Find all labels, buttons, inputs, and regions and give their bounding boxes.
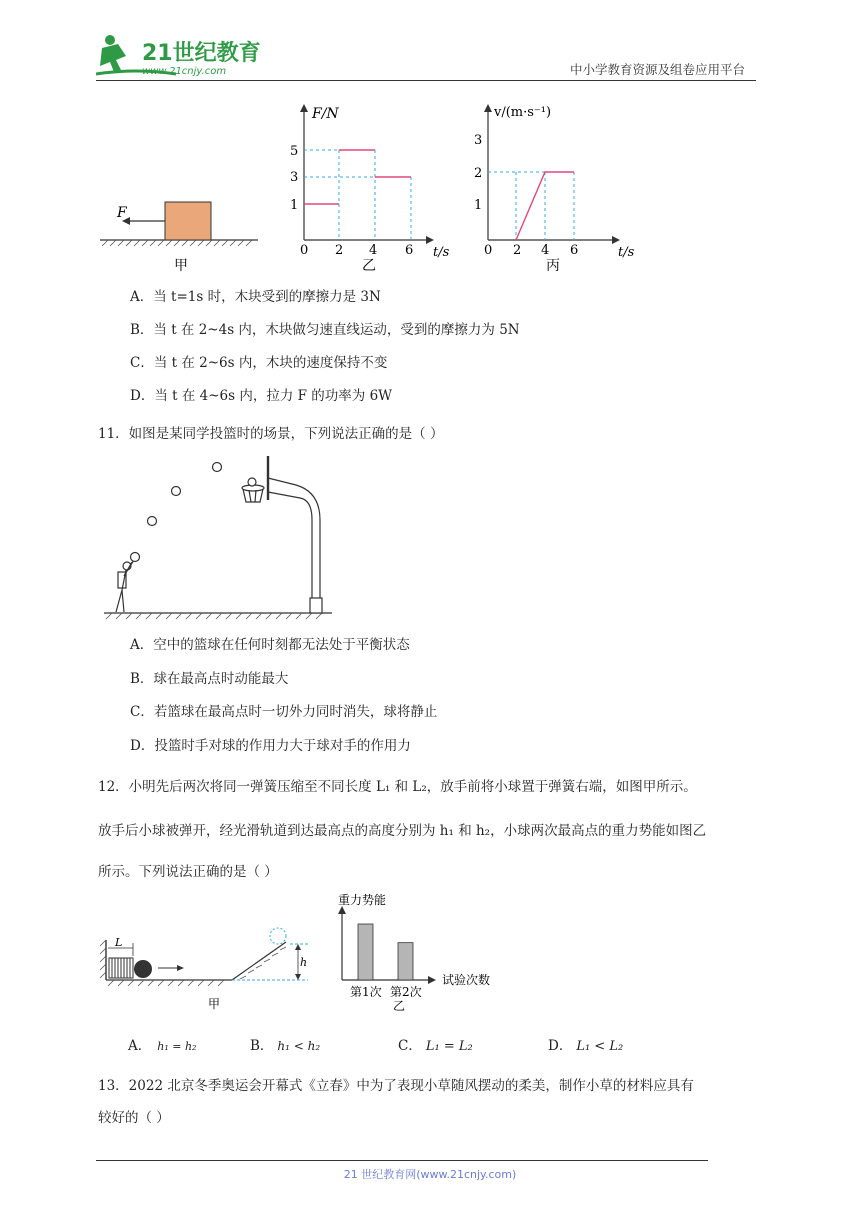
yi-ytick: 3	[290, 170, 299, 185]
logo	[96, 30, 266, 80]
q10-option-b: B．当 t 在 2~4s 内，木块做匀速直线运动，受到的摩擦力为 5N	[130, 322, 520, 338]
q12-caption-yi: 乙	[393, 999, 406, 1013]
q11-option-a: A．空中的篮球在任何时刻都无法处于平衡状态	[130, 637, 410, 653]
q12-xlabel: 试验次数	[442, 973, 491, 987]
ball-2	[172, 487, 181, 496]
bing-xtick: 6	[570, 243, 579, 258]
bing-xtick: 2	[513, 243, 522, 258]
chart-yi	[290, 104, 450, 274]
q12-ball	[134, 960, 152, 978]
q11-stem: 11．如图是某同学投篮时的场景，下列说法正确的是（ ）	[98, 426, 444, 442]
q11-option-b: B．球在最高点时动能最大	[130, 671, 289, 687]
fig-jia	[100, 202, 258, 274]
bing-ytick: 2	[474, 166, 483, 181]
q12-bar-2	[398, 943, 413, 980]
q12-bar1-label: 第1次	[350, 985, 382, 999]
q13-line2: 较好的（ ）	[98, 1110, 170, 1126]
q12-caption-jia: 甲	[208, 997, 221, 1011]
q12-option-b-label: B．	[250, 1038, 274, 1054]
q12-ylabel: 重力势能	[338, 893, 387, 907]
caption-jia: 甲	[174, 258, 188, 274]
ball-3	[213, 463, 222, 472]
ball-1	[148, 517, 157, 526]
ball-in-hoop	[248, 478, 256, 486]
footer-text: 21 世纪教育网(www.21cnjy.com)	[343, 1168, 517, 1181]
logo-text: 21世纪教育	[142, 41, 261, 66]
q12-h-label: h	[300, 956, 308, 969]
q12-bar2-label: 第2次	[390, 985, 422, 999]
q12-chart-yi	[338, 892, 490, 1013]
q12-line2: 放手后小球被弹开，经光滑轨道到达最高点的高度分别为 h₁ 和 h₂，小球两次最高点的重力势能如图乙	[98, 823, 707, 839]
logo-url: www.21cnjy.com	[142, 66, 227, 77]
q12-option-c	[398, 1036, 473, 1057]
q10-option-c: C．当 t 在 2~6s 内，木块的速度保持不变	[130, 355, 388, 371]
yi-xtick: 4	[369, 243, 378, 258]
yi-ytick: 1	[290, 198, 299, 213]
q12-option-d-expr: L₁ < L₂	[576, 1039, 624, 1054]
bing-line	[516, 172, 574, 240]
yi-ylabel: F/N	[312, 106, 339, 122]
ball-hand	[131, 553, 140, 562]
bing-ytick: 3	[474, 133, 483, 148]
q12-option-d-label: D．	[548, 1038, 573, 1054]
q10-option-a: A．当 t=1s 时，木块受到的摩擦力是 3N	[130, 289, 381, 305]
yi-xtick: 2	[335, 243, 344, 258]
q12-line1: 12．小明先后两次将同一弹簧压缩至不同长度 L₁ 和 L₂，放手前将小球置于弹簧右端，如图甲所示。	[98, 779, 697, 795]
force-label: F	[117, 205, 127, 221]
q12-L-label: L	[115, 936, 123, 949]
caption-bing: 丙	[546, 258, 560, 274]
header-divider	[96, 80, 756, 81]
q12-option-a-expr: h₁ = h₂	[157, 1040, 197, 1053]
q12-bar-1	[358, 924, 373, 980]
q12-figure	[96, 890, 506, 1020]
q12-fig-jia	[100, 928, 308, 1011]
header-platform-text: 中小学教育资源及组卷应用平台	[570, 62, 746, 77]
q12-option-d	[548, 1036, 623, 1057]
bing-xtick: 0	[484, 243, 493, 258]
player-figure	[116, 560, 134, 612]
q13-line1: 13．2022 北京冬季奥运会开幕式《立春》中为了表现小草随风摆动的柔美，制作小草的材料应具有	[98, 1078, 694, 1094]
q11-option-c: C．若篮球在最高点时一切外力同时消失，球将静止	[130, 704, 438, 720]
q10-figure	[96, 96, 656, 278]
q12-option-b	[250, 1036, 320, 1056]
q12-bars	[358, 924, 413, 980]
footer-divider	[96, 1160, 708, 1161]
yi-xtick: 0	[300, 243, 309, 258]
caption-yi: 乙	[362, 258, 376, 274]
yi-xtick: 6	[405, 243, 414, 258]
q12-option-a	[128, 1036, 196, 1057]
bing-ytick: 1	[474, 198, 483, 213]
q11-option-d: D．投篮时手对球的作用力大于球对手的作用力	[130, 738, 411, 754]
q12-option-c-expr: L₁ = L₂	[425, 1039, 473, 1054]
yi-xlabel: t/s	[433, 245, 450, 260]
q12-ghost-ball	[270, 928, 286, 944]
q12-line3: 所示。下列说法正确的是（ ）	[98, 864, 278, 880]
q12-option-c-label: C．	[398, 1038, 422, 1054]
yi-ytick: 5	[290, 144, 299, 159]
q12-option-a-label: A．	[128, 1038, 152, 1054]
q11-figure	[96, 446, 336, 622]
bing-ylabel: v/(m·s⁻¹)	[494, 105, 552, 120]
bing-xtick: 4	[541, 243, 550, 258]
bing-xlabel: t/s	[618, 245, 635, 260]
chart-bing	[474, 104, 635, 274]
q10-option-d: D．当 t 在 4~6s 内，拉力 F 的功率为 6W	[130, 388, 393, 404]
q12-option-b-expr: h₁ < h₂	[277, 1039, 321, 1053]
